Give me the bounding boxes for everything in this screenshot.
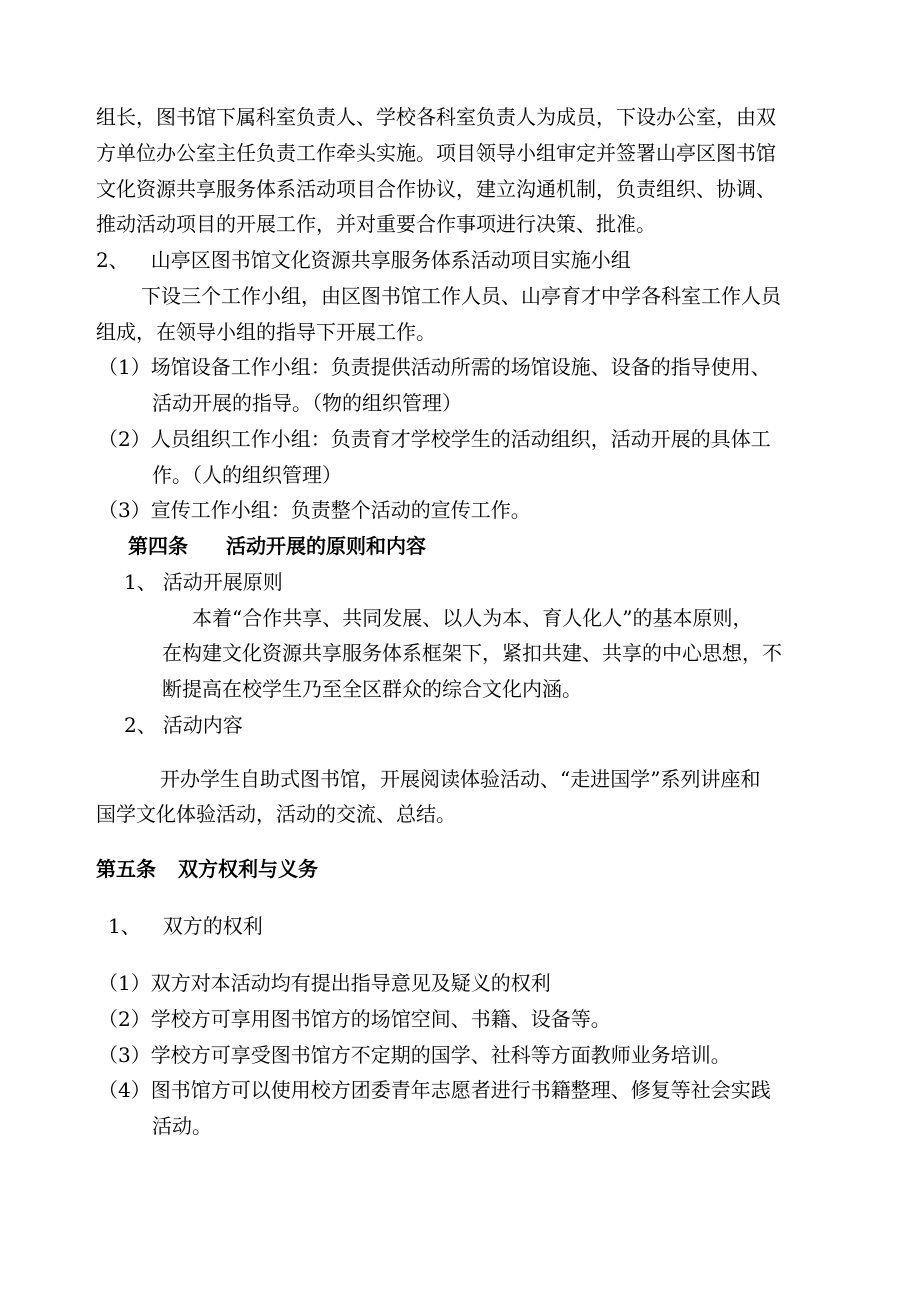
paragraph-line: 开办学生自助式图书馆，开展阅读体验活动、“走进国学”系列讲座和 (160, 767, 761, 791)
list-text: 学校方可享受图书馆方不定期的国学、社科等方面教师业务培训。 (150, 1043, 731, 1067)
paragraph-line: 组长，图书馆下属科室负责人、学校各科室负责人为成员，下设办公室，由双 (96, 105, 776, 129)
paragraph-line: 在构建文化资源共享服务体系框架下，紧扣共建、共享的中心思想，不 (162, 641, 782, 665)
article-heading (128, 529, 426, 563)
list-item (98, 422, 771, 456)
item-number: 1、 (108, 914, 141, 938)
list-item (98, 1002, 611, 1036)
list-item (98, 966, 551, 1000)
list-item-continuation: 活动开展的指导。（物的组织管理） (152, 391, 462, 415)
item-title: 活动内容 (162, 713, 243, 737)
list-item-continuation: 作。（人的组织管理） (152, 463, 342, 487)
list-item (98, 1073, 771, 1107)
paragraph-line: 文化资源共享服务体系活动项目合作协议，建立沟通机制，负责组织、协调、 (96, 177, 776, 201)
article-number: 第四条 (128, 534, 188, 558)
section-heading (124, 565, 283, 599)
article-heading (96, 852, 318, 886)
list-text: 双方对本活动均有提出指导意见及疑义的权利 (150, 971, 551, 995)
list-text: 图书馆方可以使用校方团委青年志愿者进行书籍整理、修复等社会实践 (150, 1078, 771, 1102)
list-text: 人员组织工作小组：负责育才学校学生的活动组织，活动开展的具体工 (150, 427, 771, 451)
list-number: （1） (98, 355, 151, 379)
section-heading (124, 708, 243, 742)
article-number: 第五条 (96, 857, 156, 881)
paragraph-line: 本着“合作共享、共同发展、以人为本、育人化人”的基本原则， (192, 606, 753, 630)
list-text: 宣传工作小组：负责整个活动的宣传工作。 (150, 498, 531, 522)
list-item (98, 350, 771, 384)
section-heading (96, 243, 631, 277)
item-title: 山亭区图书馆文化资源共享服务体系活动项目实施小组 (150, 248, 631, 272)
item-number: 2、 (96, 248, 129, 272)
list-item-continuation: 活动。 (152, 1114, 212, 1138)
list-number: （3） (98, 498, 151, 522)
list-item (98, 1038, 731, 1072)
paragraph-line: 下设三个工作小组，由区图书馆工作人员、山亭育才中学各科室工作人员 (141, 284, 781, 308)
paragraph-line: 方单位办公室主任负责工作牵头实施。项目领导小组审定并签署山亭区图书馆 (96, 141, 776, 165)
list-number: （4） (98, 1078, 151, 1102)
list-text: 场馆设备工作小组：负责提供活动所需的场馆设施、设备的指导使用、 (150, 355, 771, 379)
list-text: 学校方可享用图书馆方的场馆空间、书籍、设备等。 (150, 1007, 611, 1031)
paragraph-line: 推动活动项目的开展工作，并对重要合作事项进行决策、批准。 (96, 212, 656, 236)
paragraph-line: 组成，在领导小组的指导下开展工作。 (96, 320, 436, 344)
section-heading (108, 909, 263, 943)
list-number: （1） (98, 971, 151, 995)
list-number: （2） (98, 427, 151, 451)
item-number: 1、 (124, 570, 157, 594)
paragraph-line: 国学文化体验活动，活动的交流、总结。 (96, 802, 456, 826)
list-number: （2） (98, 1007, 151, 1031)
item-title: 双方的权利 (162, 914, 263, 938)
list-item (98, 493, 531, 527)
item-number: 2、 (124, 713, 157, 737)
paragraph-line: 断提高在校学生乃至全区群众的综合文化内涵。 (162, 677, 582, 701)
article-title: 活动开展的原则和内容 (226, 534, 426, 558)
list-number: （3） (98, 1043, 151, 1067)
item-title: 活动开展原则 (162, 570, 283, 594)
article-title: 双方权利与义务 (178, 857, 318, 881)
